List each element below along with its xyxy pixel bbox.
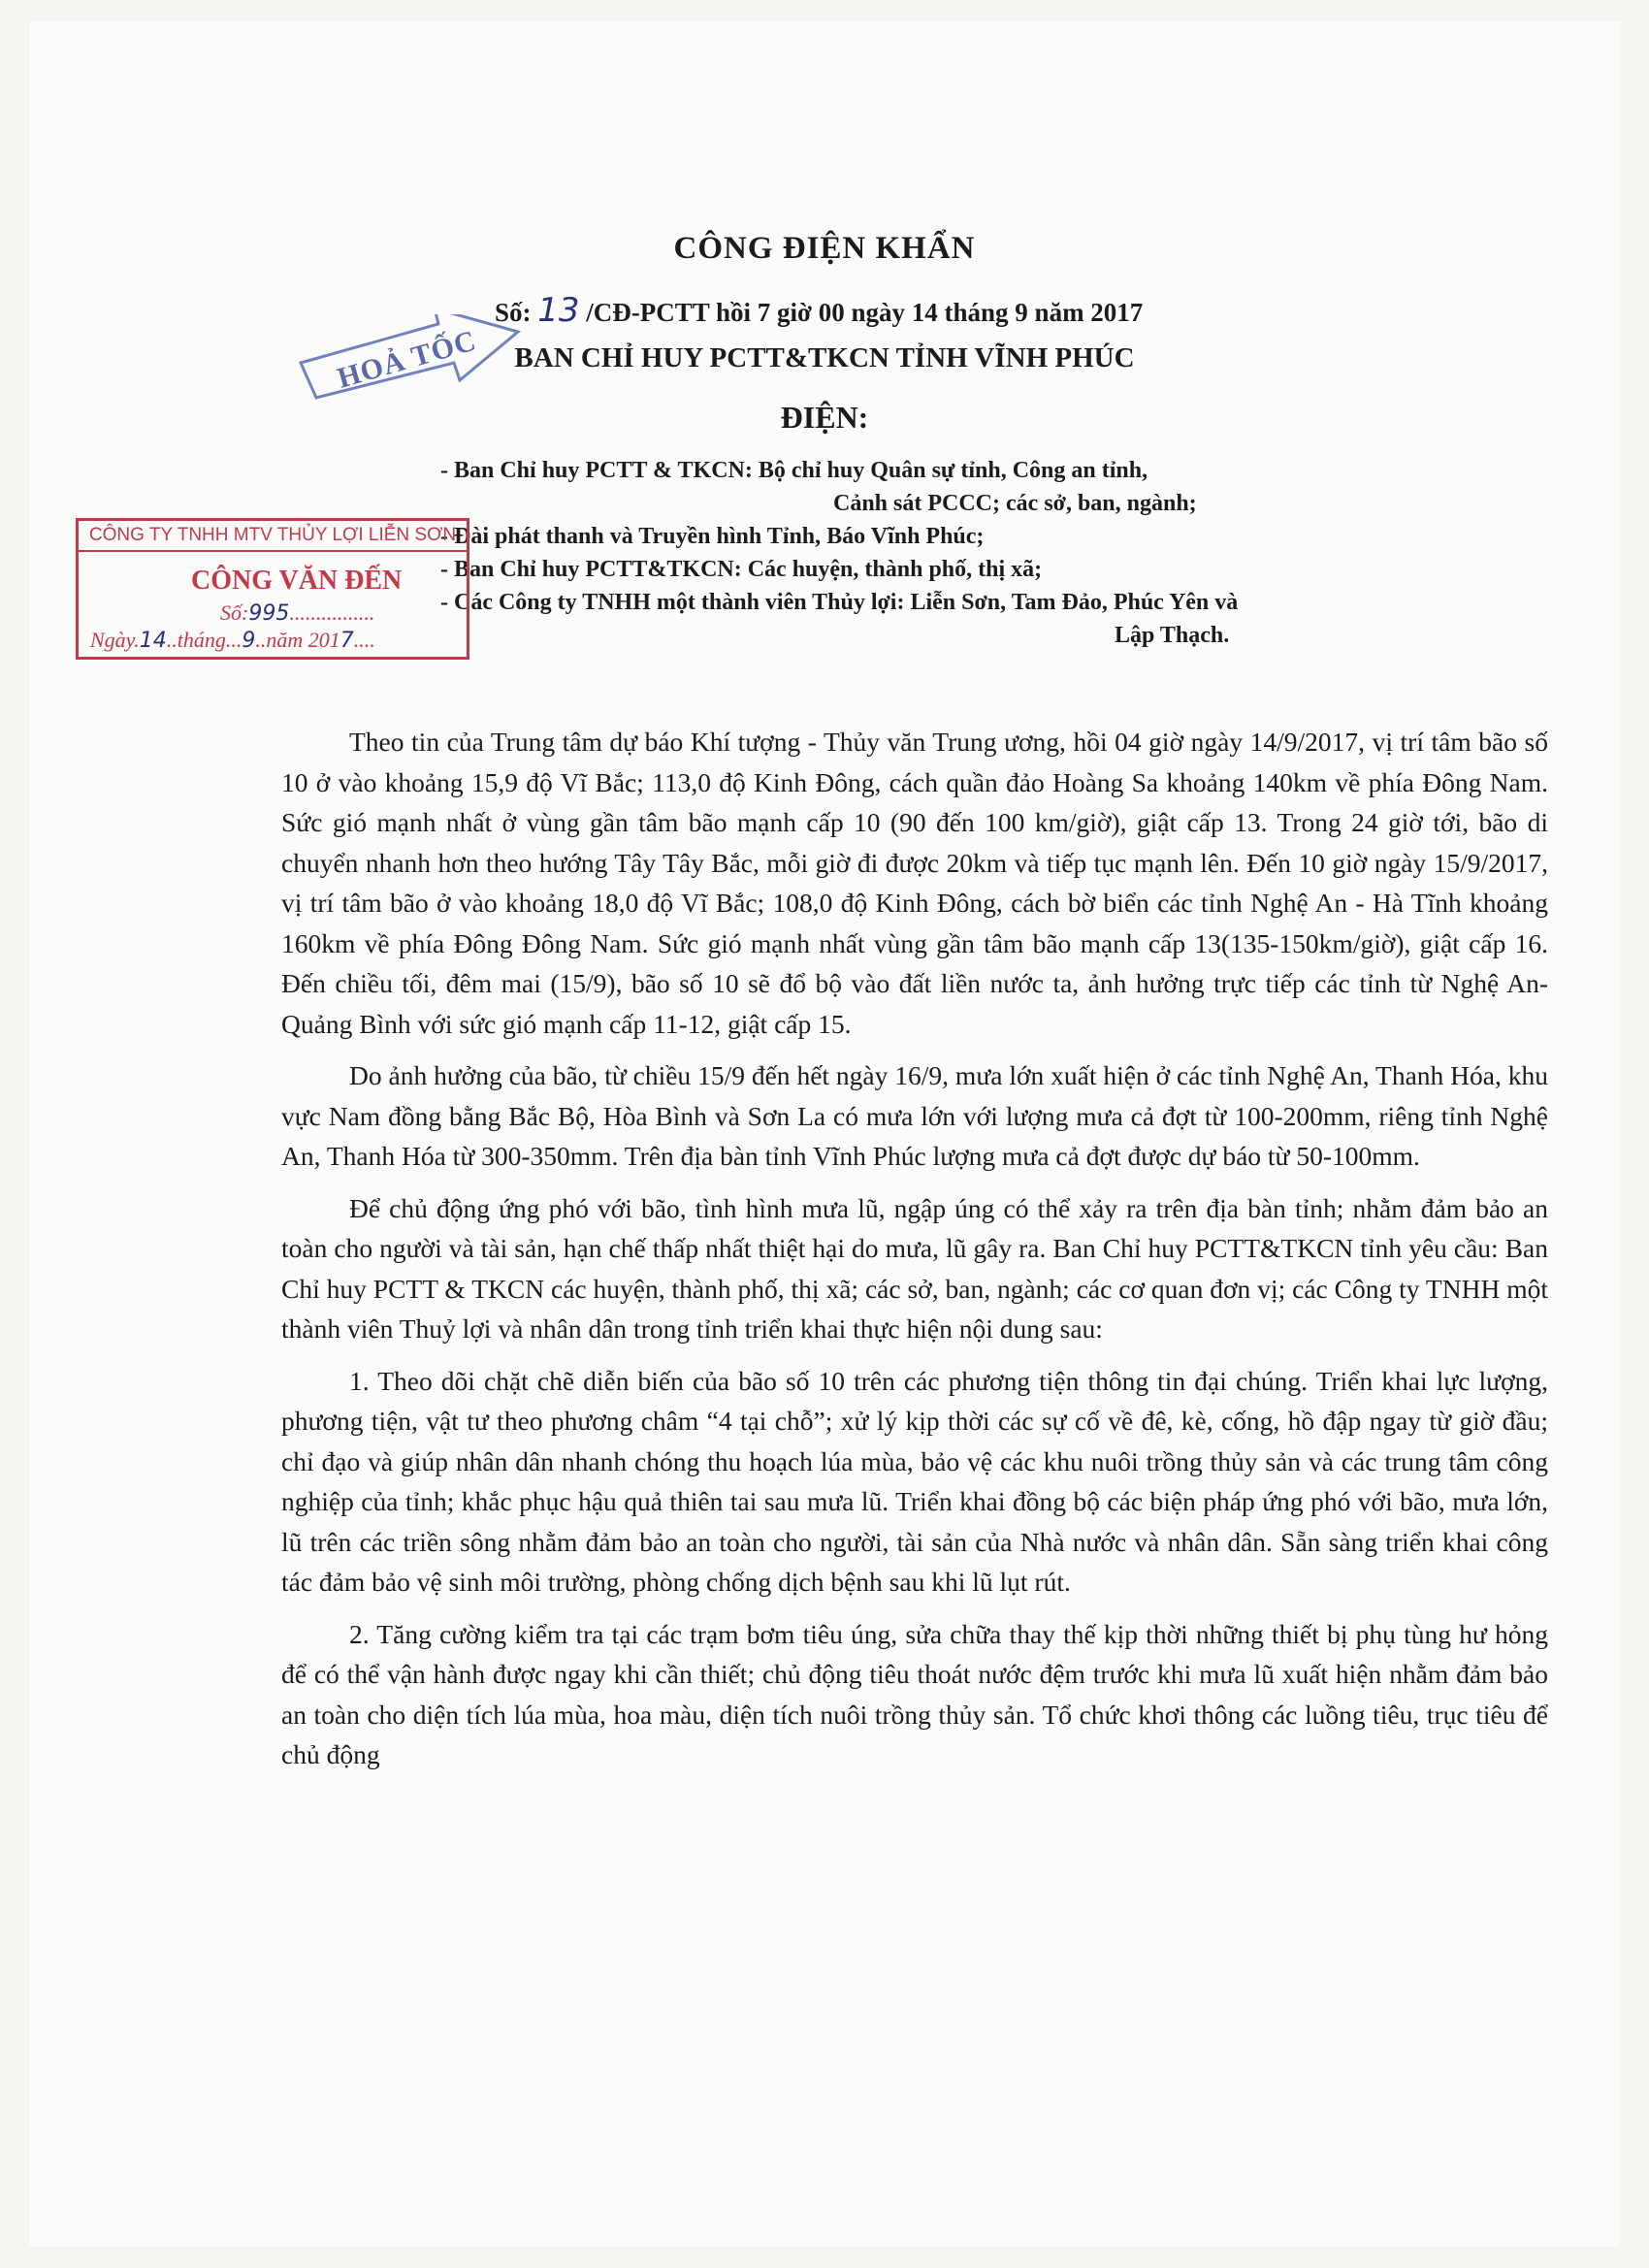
recipient-line: - Các Công ty TNHH một thành viên Thủy lợi: Liễn Sơn, Tam Đảo, Phúc Yên và	[440, 590, 1239, 615]
stamp-date-day: 14	[139, 629, 167, 653]
recipient-line: Lập Thạch.	[1115, 623, 1230, 648]
stamp-date-month: 9	[242, 629, 256, 653]
document-title: CÔNG ĐIỆN KHẨN	[673, 231, 976, 266]
handwritten-number: 13	[537, 291, 580, 330]
stamp-number-value: 995	[248, 601, 290, 626]
stamp-date-year: 7	[340, 629, 354, 653]
number-prefix: Số:	[495, 298, 532, 327]
stamp-date	[90, 628, 375, 653]
stamp-number-dots: ................	[289, 600, 375, 625]
urgent-stamp	[293, 314, 535, 400]
issuer-heading: BAN CHỈ HUY PCTT&TKCN TỈNH VĨNH PHÚC	[514, 342, 1135, 373]
recipient-line: Cảnh sát PCCC; các sở, ban, ngành;	[833, 491, 1197, 516]
stamp-company-name: CÔNG TY TNHH MTV THỦY LỢI LIỄN SƠN	[79, 525, 467, 552]
recipients-heading: ĐIỆN:	[780, 400, 869, 435]
number-suffix: /CĐ-PCTT hồi 7 giờ 00 ngày 14 tháng 9 năm 2017	[586, 298, 1144, 327]
recipient-list	[440, 454, 1401, 652]
recipient-line: - Ban Chỉ huy PCTT & TKCN: Bộ chỉ huy Quân sự tỉnh, Công an tỉnh,	[440, 458, 1148, 483]
stamp-date-year-label: ..năm 201	[255, 628, 340, 652]
body-paragraph-item-1: 1. Theo dõi chặt chẽ diễn biến của bão số 10 trên các phương tiện thông tin đại chúng. Triển khai lực lượng, phương tiện, vật tư theo phương châm “4 tại chỗ”; xử lý kịp thời các sự cố về đê, kè, cống, hồ đập ngay từ giờ đầu; chỉ đạo và giúp nhân dân nhanh chóng thu hoạch lúa mùa, bảo vệ các khu nuôi trồng thủy sản và các trung tâm công nghiệp của tỉnh; khắc phục hậu quả thiên tai sau mưa lũ. Triển khai đồng bộ các biện pháp ứng phó với bão, mưa lớn, lũ trên các triền sông nhằm đảm bảo an toàn cho người, tài sản của Nhà nước và nhân dân. Sẵn sàng triển khai công tác đảm bảo vệ sinh môi trường, phòng chống dịch bệnh sau khi lũ lụt rút.	[281, 1365, 1548, 1597]
body-paragraph: Để chủ động ứng phó với bão, tình hình mưa lũ, ngập úng có thể xảy ra trên địa bàn tỉnh; nhằm đảm bảo an toàn cho người và tài sản, hạn chế thấp nhất thiệt hại do mưa, lũ gây ra. Ban Chỉ huy PCTT&TKCN tỉnh yêu cầu: Ban Chỉ huy PCTT & TKCN các huyện, thành phố, thị xã; các sở, ban, ngành; các cơ quan đơn vị; các Công ty TNHH một thành viên Thuỷ lợi và nhân dân trong tỉnh triển khai thực hiện nội dung sau:	[281, 1192, 1548, 1344]
body-paragraph-item-2: 2. Tăng cường kiểm tra tại các trạm bơm tiêu úng, sửa chữa thay thế kịp thời những thiết bị phụ tùng hư hỏng để có thể vận hành được ngay khi cần thiết; chủ động tiêu thoát nước đệm trước khi mưa lũ xuất hiện nhằm đảm bảo an toàn cho diện tích lúa mùa, hoa màu, diện tích nuôi trồng thủy sản. Tổ chức khơi thông các luồng tiêu, trục tiêu để chủ động	[281, 1618, 1548, 1769]
stamp-incoming-label: CÔNG VĂN ĐẾN	[191, 566, 403, 596]
stamp-date-day-label: Ngày.	[90, 628, 140, 652]
recipient-line: - Đài phát thanh và Truyền hình Tỉnh, Báo Vĩnh Phúc;	[440, 524, 985, 549]
stamp-number-label: Số:	[220, 600, 249, 625]
incoming-document-stamp	[76, 518, 469, 660]
stamp-date-dots: ....	[353, 628, 375, 652]
stamp-number	[220, 600, 374, 626]
body-paragraph: Do ảnh hưởng của bão, từ chiều 15/9 đến hết ngày 16/9, mưa lớn xuất hiện ở các tỉnh Nghệ An, Thanh Hóa, khu vực Nam đồng bằng Bắc Bộ, Hòa Bình và Sơn La có mưa lớn với lượng mưa cả đợt từ 100-200mm, riêng tỉnh Nghệ An, Thanh Hóa từ 300-350mm. Trên địa bàn tỉnh Vĩnh Phúc lượng mưa cả đợt được dự báo từ 50-100mm.	[281, 1060, 1548, 1171]
document-page	[29, 21, 1620, 2247]
document-number-line	[495, 291, 1143, 330]
recipient-line: - Ban Chỉ huy PCTT&TKCN: Các huyện, thành phố, thị xã;	[440, 557, 1043, 582]
body-paragraph: Theo tin của Trung tâm dự báo Khí tượng - Thủy văn Trung ương, hồi 04 giờ ngày 14/9/2017, vị trí tâm bão số 10 ở vào khoảng 15,9 độ Vĩ Bắc; 113,0 độ Kinh Đông, cách quần đảo Hoàng Sa khoảng 140km về phía Đông Nam. Sức gió mạnh nhất ở vùng gần tâm bão mạnh cấp 10 (90 đến 100 km/giờ), giật cấp 13. Trong 24 giờ tới, bão di chuyển nhanh hơn theo hướng Tây Tây Bắc, mỗi giờ đi được 20km và tiếp tục mạnh lên. Đến 10 giờ ngày 15/9/2017, vị trí tâm bão ở vào khoảng 18,0 độ Vĩ Bắc; 108,0 độ Kinh Đông, cách bờ biển các tỉnh Nghệ An - Hà Tĩnh khoảng 160km về phía Đông Đông Nam. Sức gió mạnh nhất vùng gần tâm bão mạnh cấp 13(135-150km/giờ), giật cấp 16. Đến chiều tối, đêm mai (15/9), bão số 10 sẽ đổ bộ vào đất liền nước ta, ảnh hưởng trực tiếp các tỉnh từ Nghệ An- Quảng Bình với sức gió mạnh cấp 11-12, giật cấp 15.	[281, 727, 1548, 1039]
document-body	[281, 722, 1548, 1787]
stamp-date-month-label: ..tháng...	[166, 628, 242, 652]
urgent-stamp-label: HOẢ TỐC	[334, 324, 480, 395]
